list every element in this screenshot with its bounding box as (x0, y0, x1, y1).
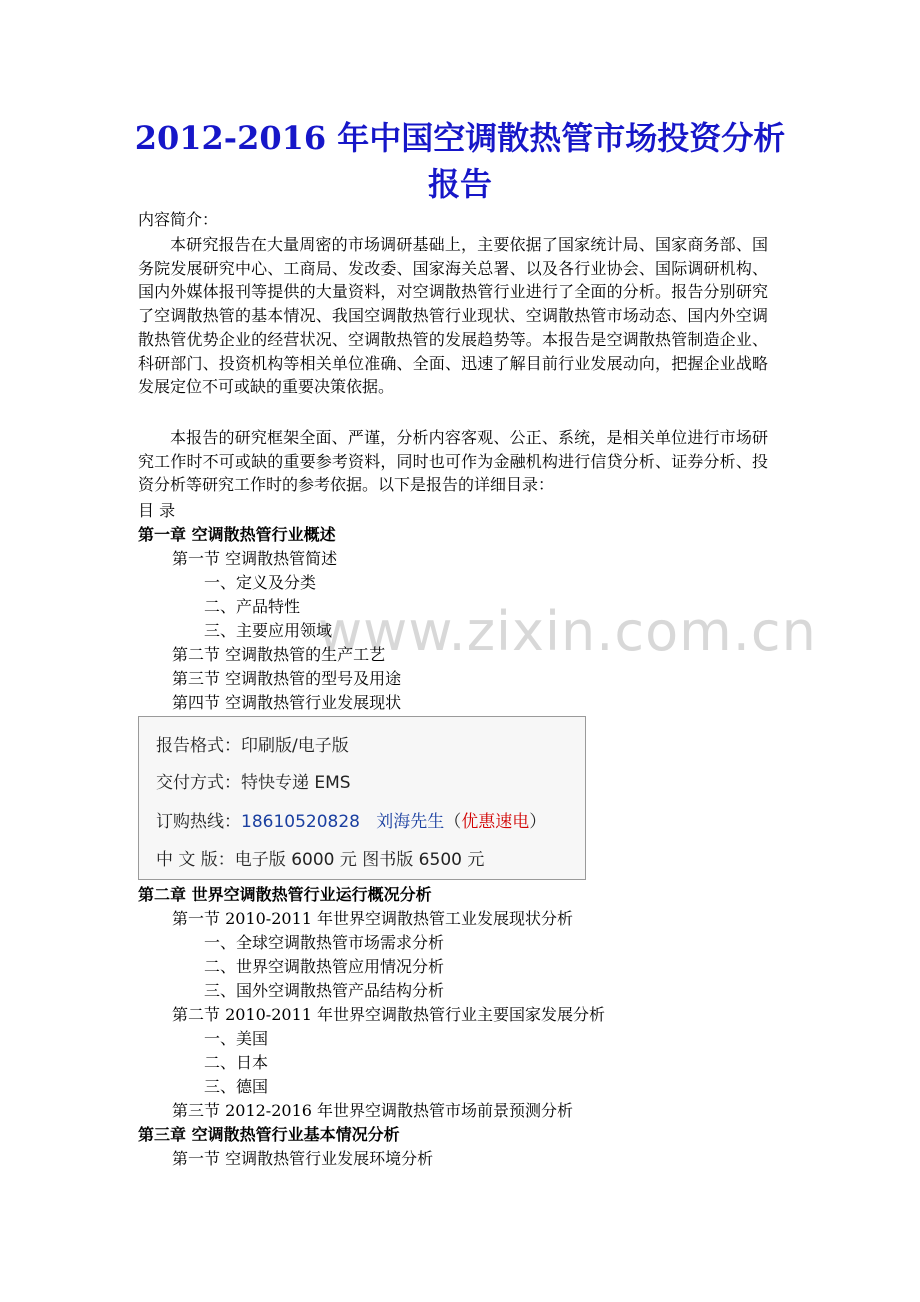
intro-paragraph-2: 本报告的研究框架全面、严谨，分析内容客观、公正、系统，是相关单位进行市场研究工作时不可或缺的重要参考资料，同时也可作为金融机构进行信贷分析、证券分析、投资分析等研究工作时的参考依据。以下是报告的详细目录： (138, 428, 768, 495)
toc-chapter: 第三章 空调散热管行业基本情况分析 (138, 1125, 400, 1144)
toc-section: 第一节 空调散热管简述 (172, 549, 338, 568)
report-format: 报告格式：印刷版/电子版 (156, 736, 349, 756)
promo-text: 优惠速电 (461, 812, 530, 832)
toc-section: 第二节 2010-2011 年世界空调散热管行业主要国家发展分析 (172, 1005, 606, 1024)
toc-section: 第三节 2012-2016 年世界空调散热管市场前景预测分析 (172, 1101, 574, 1120)
hotline-label: 订购热线： (156, 812, 241, 832)
toc-item: 一、美国 (204, 1029, 269, 1048)
toc-item: 二、日本 (204, 1053, 269, 1072)
delivery-method: 交付方式：特快专递 EMS (156, 773, 351, 793)
report-title-line1: 2012-2016 年中国空调散热管市场投资分析 (134, 119, 786, 157)
toc-item: 一、定义及分类 (204, 573, 317, 592)
toc-item: 三、主要应用领域 (204, 621, 333, 640)
hotline-phone[interactable]: 18610520828 (241, 812, 360, 832)
price-info: 中 文 版：电子版 6000 元 图书版 6500 元 (156, 850, 485, 870)
order-info-box (138, 716, 586, 880)
order-hotline (156, 807, 546, 832)
toc-section: 第三节 空调散热管的型号及用途 (172, 669, 402, 688)
toc-chapter: 第二章 世界空调散热管行业运行概况分析 (138, 885, 432, 904)
toc-label: 目 录 (138, 501, 176, 520)
toc-chapter: 第一章 空调散热管行业概述 (138, 525, 336, 544)
paren-close: ） (529, 812, 547, 832)
toc-item: 三、德国 (204, 1077, 269, 1096)
toc-section: 第一节 2010-2011 年世界空调散热管工业发展现状分析 (172, 909, 574, 928)
intro-paragraph-1: 本研究报告在大量周密的市场调研基础上，主要依据了国家统计局、国家商务部、国务院发展研究中心、工商局、发改委、国家海关总署、以及各行业协会、国际调研机构、国内外媒体报刊等提供的大量资料，对空调散热管行业进行了全面的分析。报告分别研究了空调散热管的基本情况、我国空调散热管行业现状、空调散热管市场动态、国内外空调散热管优势企业的经营状况、空调散热管的发展趋势等。本报告是空调散热管制造企业、科研部门、投资机构等相关单位准确、全面、迅速了解目前行业发展动向，把握企业战略发展定位不可或缺的重要决策依据。 (138, 235, 768, 397)
toc-section: 第二节 空调散热管的生产工艺 (172, 645, 386, 664)
toc-item: 一、全球空调散热管市场需求分析 (204, 933, 445, 952)
toc-section: 第一节 空调散热管行业发展环境分析 (172, 1149, 434, 1168)
paren-open: （ (444, 812, 462, 832)
toc-section: 第四节 空调散热管行业发展现状 (172, 693, 402, 712)
toc-item: 二、产品特性 (204, 597, 301, 616)
toc-item: 二、世界空调散热管应用情况分析 (204, 957, 445, 976)
toc-item: 三、国外空调散热管产品结构分析 (204, 981, 445, 1000)
intro-label: 内容简介： (138, 210, 219, 229)
report-title-line2: 报告 (427, 165, 492, 203)
contact-name: 刘海先生 (376, 812, 445, 832)
watermark: www.zixin.com.cn (318, 600, 817, 663)
